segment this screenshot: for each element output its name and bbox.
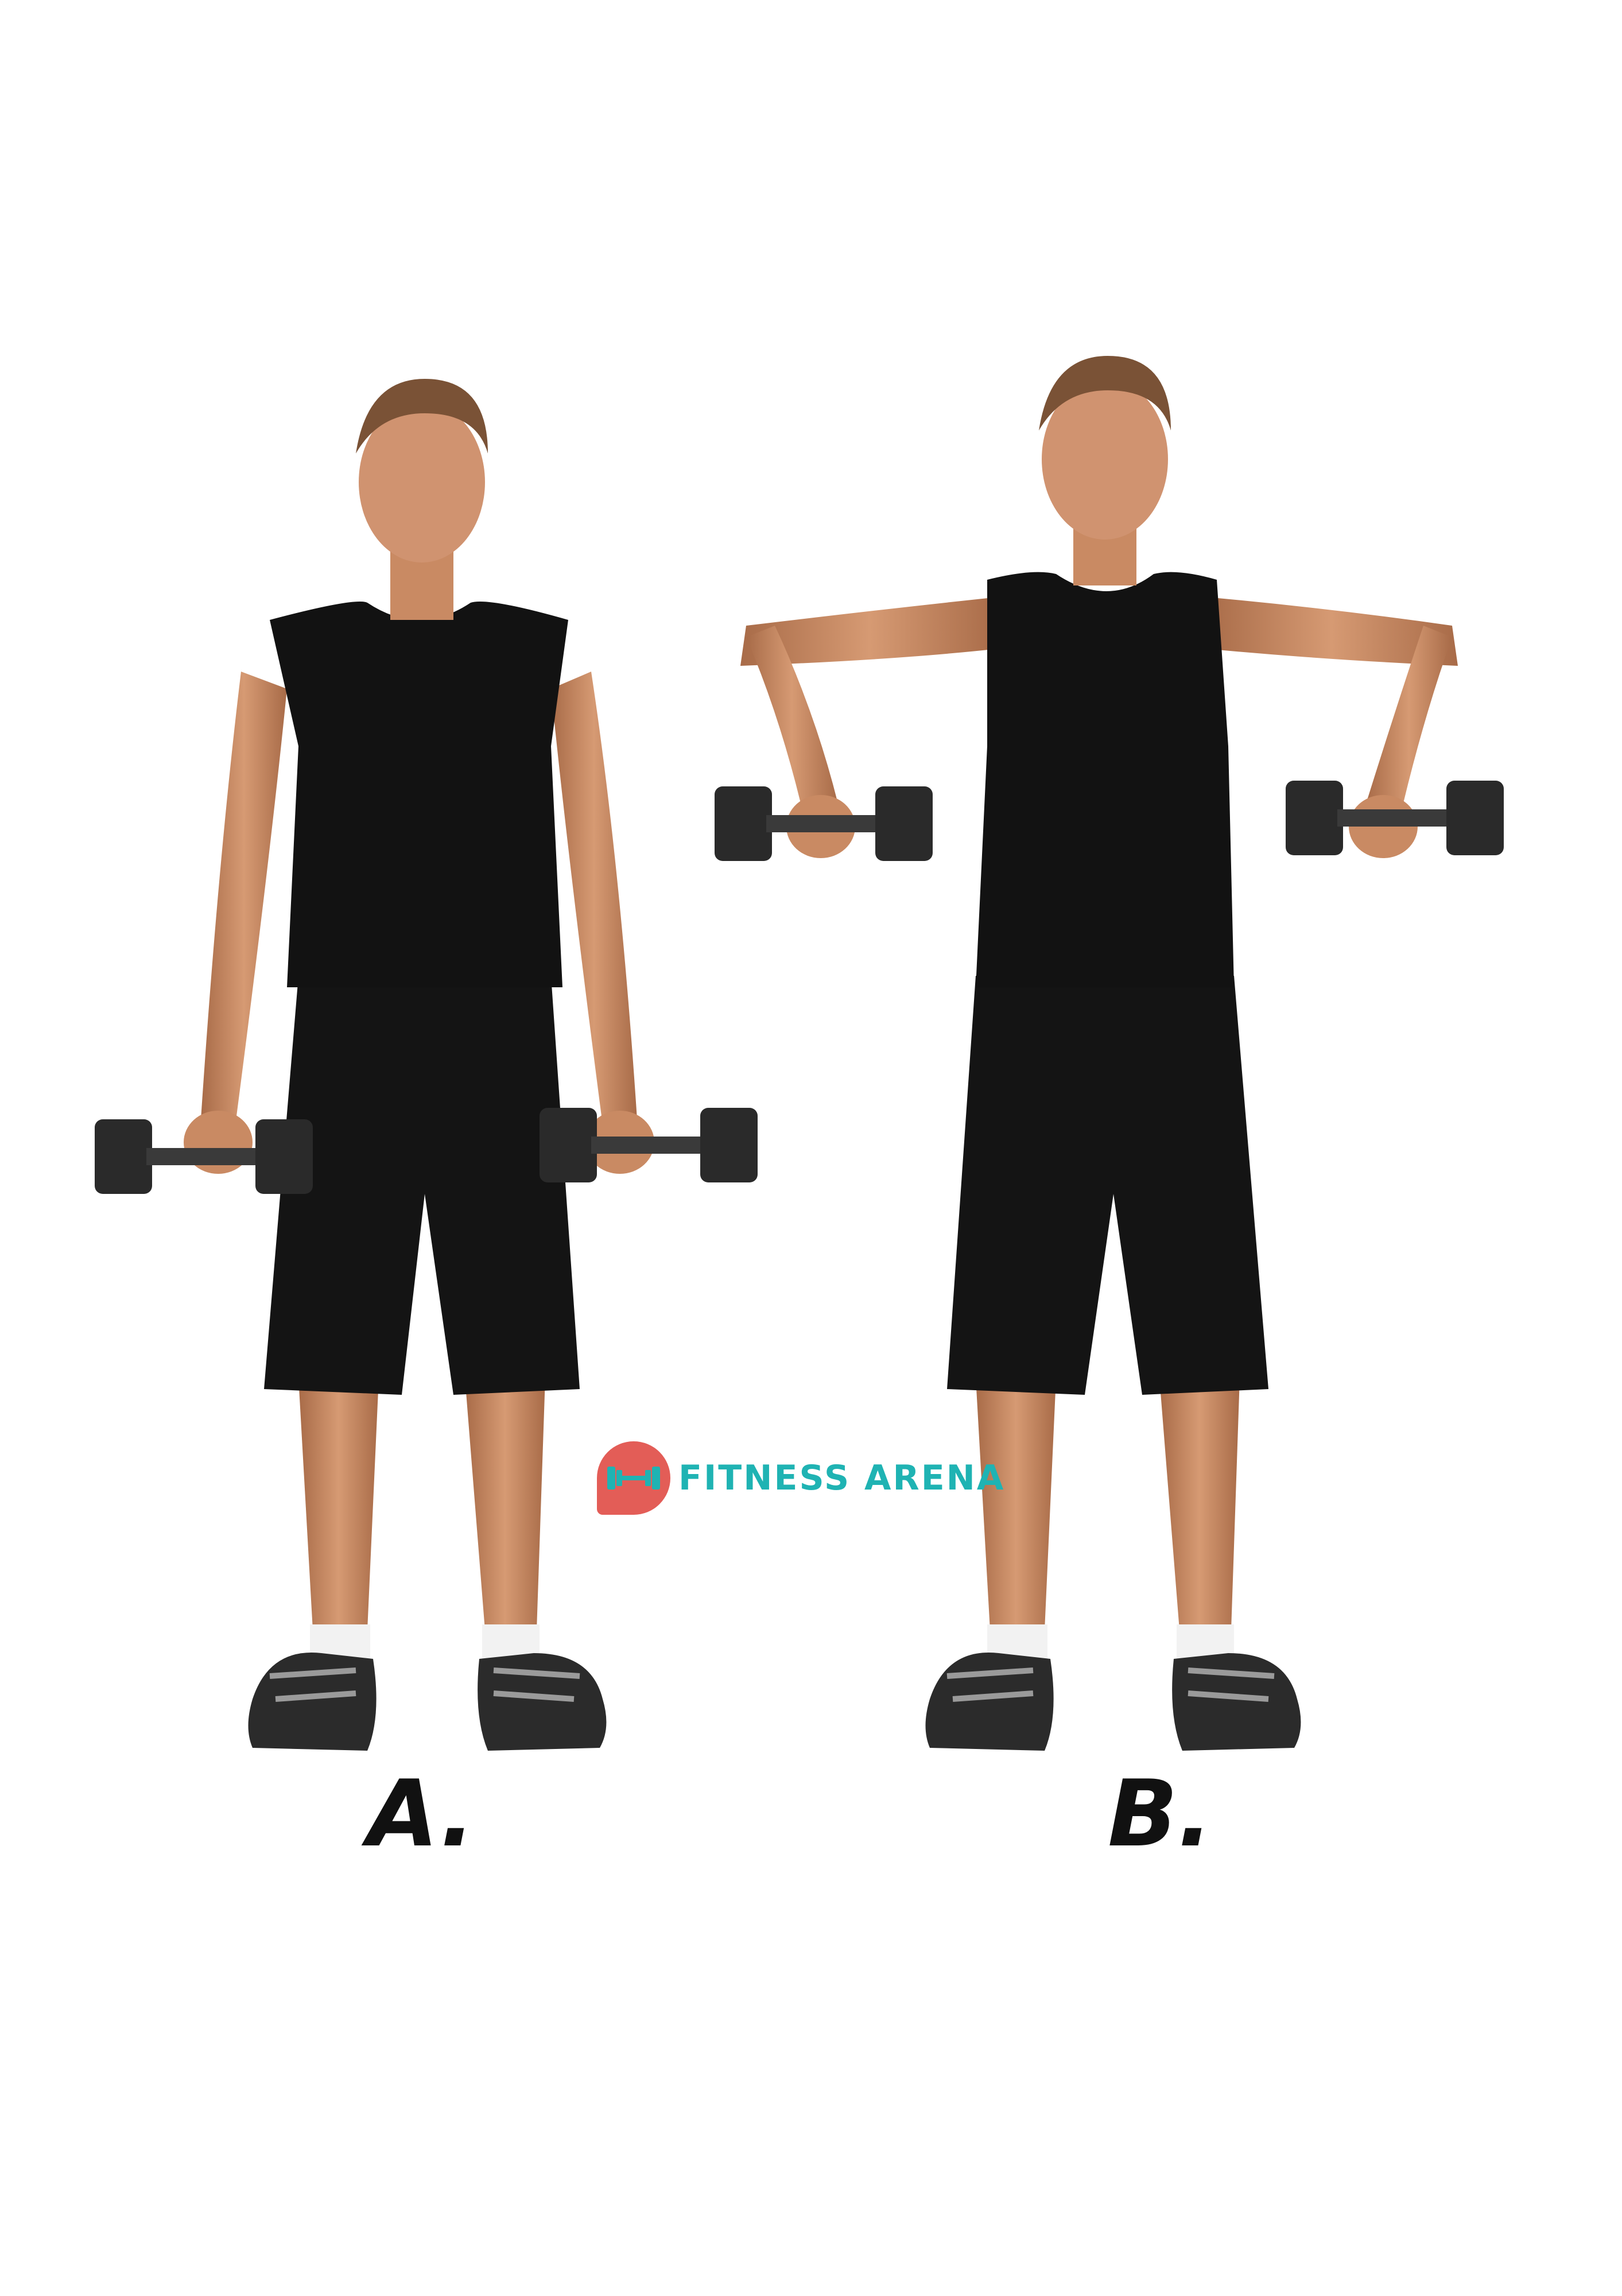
position-label-a: A.: [367, 1760, 475, 1867]
dumbbell-a-right: [540, 1108, 758, 1182]
brand-name: FITNESS ARENA: [678, 1458, 1006, 1498]
brand-logo: [597, 1441, 1005, 1515]
figure-b-end-position: [715, 356, 1504, 1751]
position-label-b: B.: [1108, 1760, 1213, 1867]
figure-a-start-position: [95, 379, 758, 1751]
dumbbell-icon: [597, 1441, 670, 1515]
